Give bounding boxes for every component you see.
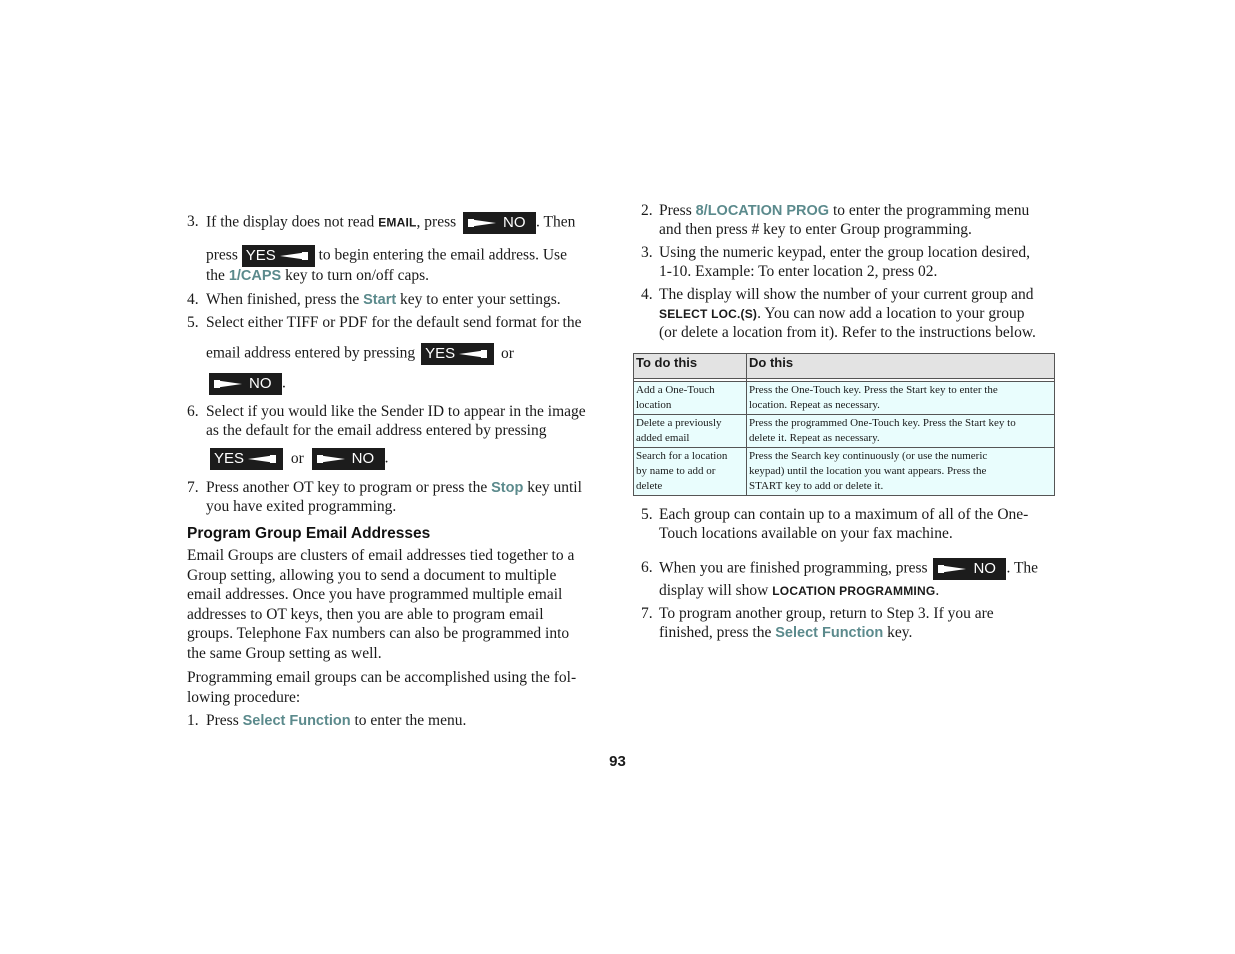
cell-line: Press the Search key continuously (or use the numeric: [749, 450, 988, 462]
step-3-line-2: 1-10. Example: To enter location 2, press 02.: [659, 263, 938, 280]
step-number: 6.: [641, 559, 653, 576]
text: key to turn on/off caps.: [281, 267, 429, 284]
step-5-line-3: [209, 373, 286, 395]
table-row: [634, 448, 1055, 496]
cell-line: location: [636, 399, 672, 411]
table-header-row: [634, 354, 1055, 379]
step-5-line-2: Touch locations available on your fax machine.: [659, 525, 953, 542]
display-select-loc: SELECT LOC.(S): [659, 307, 758, 321]
step-number: 5.: [641, 506, 653, 523]
start-key-name: Start: [363, 292, 397, 308]
text: key to enter your settings.: [396, 291, 561, 308]
text: display will show: [659, 582, 773, 599]
arrow-right-icon: [317, 453, 347, 465]
step-5-line-1: Select either TIFF or PDF for the default send format for the: [206, 314, 582, 331]
cell-line: START key to add or delete it.: [749, 480, 884, 492]
step-7-line-1: To program another group, return to Step 3. If you are: [659, 605, 994, 622]
instructions-table: [633, 353, 1055, 496]
step-number: 7.: [187, 479, 199, 496]
arrow-right-icon: [214, 378, 244, 390]
step-number: 4.: [641, 286, 653, 303]
step-3-line-1: Using the numeric keypad, enter the group location desired,: [659, 244, 1031, 261]
step-6-line-3: [210, 448, 389, 470]
step-4-line-2: [659, 304, 1024, 325]
cell-line: delete: [636, 480, 663, 492]
step-number: 5.: [187, 314, 199, 331]
section-heading: Program Group Email Addresses: [187, 525, 431, 542]
step-5-line-1: Each group can contain up to a maximum of all of the One-: [659, 506, 1029, 523]
yes-key-button[interactable]: [421, 343, 494, 365]
para-line: Email Groups are clusters of email addresses tied together to a: [187, 547, 575, 564]
yes-key-button[interactable]: [210, 448, 283, 470]
step-7-line-2: [659, 623, 912, 644]
step-number: 3.: [641, 244, 653, 261]
text: or: [290, 449, 304, 467]
step-number: 2.: [641, 202, 653, 219]
para-line: groups. Telephone Fax numbers can also be programmed into: [187, 625, 570, 642]
step-6-line-2: as the default for the email address entered by pressing: [206, 422, 547, 439]
arrow-left-icon: [246, 453, 276, 465]
key-label: NO: [503, 214, 526, 231]
text: If the display does not read: [206, 213, 379, 231]
text: press: [206, 246, 242, 264]
text: to begin entering the email address. Use: [314, 246, 567, 264]
text: email address entered by pressing: [206, 344, 420, 362]
text: to enter the programming menu: [829, 202, 1030, 219]
key-label: YES: [214, 450, 245, 467]
text: finished, press the: [659, 624, 776, 641]
cell-line: added email: [636, 432, 690, 444]
cell-line: keypad) until the location you want appears. Press the: [749, 465, 987, 477]
step-number: 6.: [187, 403, 199, 420]
no-key-button[interactable]: [209, 373, 282, 395]
cell-line: Add a One-Touch: [636, 384, 715, 396]
text: to enter the menu.: [350, 712, 467, 729]
location-prog-key-name: 8/LOCATION PROG: [695, 203, 830, 219]
key-label: NO: [249, 375, 272, 392]
key-label: NO: [973, 560, 996, 577]
para-line: email addresses. Once you have programmed multiple email: [187, 586, 563, 603]
paragraph-procedure: [187, 668, 576, 707]
key-label: YES: [245, 247, 276, 264]
text: Press: [206, 712, 243, 729]
step-4-line: [206, 290, 561, 311]
cell-line: Delete a previously: [636, 417, 722, 429]
text: .: [935, 582, 940, 599]
step-number: 1.: [187, 712, 199, 729]
display-email-word: EMAIL: [378, 215, 417, 230]
key-label: NO: [351, 450, 375, 467]
step-number: 7.: [641, 605, 653, 622]
text: Press another OT key to program or press the: [206, 479, 492, 496]
para-line: the same Group setting as well.: [187, 644, 382, 662]
page-number: 93: [609, 753, 626, 770]
display-location-programming: LOCATION PROGRAMMING: [772, 584, 936, 598]
text: When finished, press the: [206, 291, 364, 308]
select-function-key-name: Select Function: [775, 625, 884, 641]
table-cell: [747, 415, 1055, 448]
para-line: Group setting, allowing you to send a document to multiple: [187, 566, 557, 584]
text: When you are finished programming, press: [659, 559, 932, 577]
cell-line: location. Repeat as necessary.: [749, 399, 880, 411]
step-5-line-2: [206, 343, 514, 365]
select-function-key-name: Select Function: [242, 713, 351, 729]
step-6-line-1: [659, 558, 1038, 580]
paragraph-email-groups: [187, 546, 574, 663]
column-header: To do this: [634, 354, 747, 379]
text: the: [206, 267, 229, 284]
arrow-right-icon: [938, 563, 968, 575]
no-key-button[interactable]: [312, 448, 385, 470]
step-4-line-3: (or delete a location from it). Refer to the instructions below.: [659, 324, 1036, 341]
step-4-line-1: The display will show the number of your current group and: [659, 286, 1034, 303]
step-3-line-2: [206, 245, 567, 267]
table-cell: [634, 448, 747, 496]
arrow-left-icon: [457, 348, 487, 360]
para-line: Programming email groups can be accomplished using the fol-: [187, 669, 577, 686]
cell-line: Press the programmed One-Touch key. Press the Start key to: [749, 417, 1016, 429]
cell-line: Search for a location: [636, 450, 728, 462]
table-cell: [634, 382, 747, 415]
text: Press: [659, 202, 696, 219]
step-number: 3.: [187, 213, 199, 230]
step-1-line: [206, 711, 466, 732]
text: key.: [883, 624, 913, 641]
key-label: YES: [425, 345, 456, 362]
arrow-left-icon: [278, 250, 308, 262]
caps-key-name: 1/CAPS: [228, 268, 282, 284]
text: .: [384, 449, 389, 467]
step-2-line-2: and then press # key to enter Group programming.: [659, 221, 972, 238]
yes-key-button[interactable]: [242, 245, 315, 267]
text: key until: [523, 479, 582, 496]
no-key-button[interactable]: [933, 558, 1006, 580]
column-header: Do this: [747, 354, 1055, 379]
step-3-line-3: [206, 266, 429, 287]
table-row: [634, 382, 1055, 415]
no-key-button[interactable]: [463, 212, 536, 234]
table-row: [634, 415, 1055, 448]
step-number: 4.: [187, 291, 199, 308]
step-6-line-2: [659, 581, 939, 602]
step-3-line-1: [206, 212, 575, 234]
text: , press: [416, 213, 461, 231]
cell-line: by name to add or: [636, 465, 716, 477]
table-cell: [747, 448, 1055, 496]
text: . Then: [536, 213, 576, 231]
table-cell: [747, 382, 1055, 415]
stop-key-name: Stop: [491, 480, 524, 496]
step-7-line-2: you have exited programming.: [206, 498, 397, 515]
step-2-line-1: [659, 201, 1029, 222]
text: . You can now add a location to your group: [757, 305, 1025, 322]
cell-line: Press the One-Touch key. Press the Start key to enter the: [749, 384, 998, 396]
cell-line: delete it. Repeat as necessary.: [749, 432, 880, 444]
text: .: [282, 374, 286, 392]
step-6-line-1: Select if you would like the Sender ID to appear in the image: [206, 403, 586, 420]
text: or: [500, 344, 514, 362]
arrow-right-icon: [468, 217, 498, 229]
para-line: lowing procedure:: [187, 688, 301, 706]
step-7-line-1: [206, 478, 582, 499]
text: . The: [1006, 559, 1039, 577]
para-line: addresses to OT keys, then you are able to program email: [187, 605, 544, 623]
table-cell: [634, 415, 747, 448]
